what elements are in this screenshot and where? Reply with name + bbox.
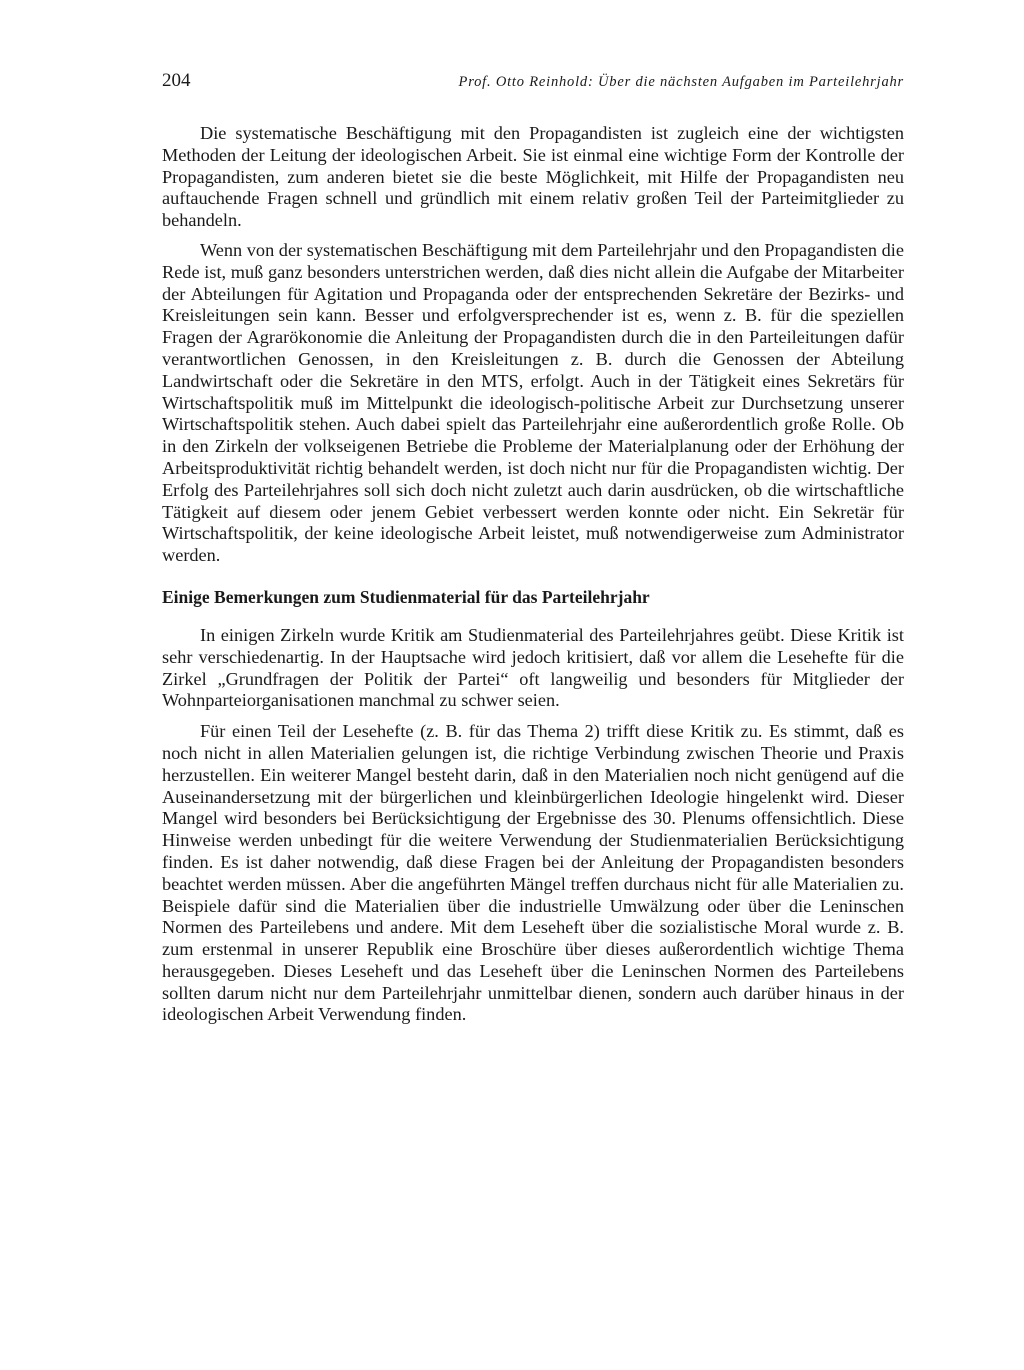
- page-header: [162, 70, 904, 104]
- section-heading: Einige Bemerkungen zum Studienmaterial für das Parteilehrjahr: [162, 586, 650, 607]
- section-paragraph-2: Für einen Teil der Lesehefte (z. B. für das Thema 2) trifft diese Kritik zu. Es stimmt, daß es noch nicht in allen Materialien gelungen ist, die richtige Verbindung zwischen Theorie und Praxis herzustellen. Ein weiterer Mangel besteht darin, daß in den Materialien noch nicht genügend auf die Auseinandersetzung mit der bürgerlichen und kleinbürgerlichen Ideologie hingelenkt wird. Dieser Mangel wird besonders bei Berücksichtigung der Ergebnisse des 30. Plenums offensichtlich. Diese Hinweise werden unbedingt für die weitere Verwendung der Studienmaterialien Berücksichtigung finden. Es ist daher notwendig, daß diese Fragen bei der Anleitung der Propagandisten besonders beachtet werden müssen. Aber die angeführten Mängel treffen durchaus nicht für alle Materialien zu. Beispiele dafür sind die Materialien über die industrielle Umwälzung oder über die Leninschen Normen des Parteilebens und andere. Mit dem Leseheft über die sozialistische Moral wurde z. B. zum erstenmal in unserer Republik eine Broschüre über dieses außerordentlich wichtige Thema herausgegeben. Dieses Leseheft und das Leseheft über die Leninschen Normen des Parteilebens sollten darum nicht nur dem Parteilehrjahr unmittelbar dienen, sondern auch darüber hinaus in der ideologischen Arbeit Verwendung finden.: [162, 721, 904, 1025]
- paragraph-2: Wenn von der systematischen Beschäftigung mit dem Parteilehrjahr und den Propagandisten die Rede ist, muß ganz besonders unterstrichen werden, daß dies nicht allein die Aufgabe der Mitarbeiter der Abteilungen für Agitation und Propaganda oder der entsprechenden Sekretäre der Bezirks- und Kreisleitungen sein kann. Besser und erfolgversprechender ist es, wenn z. B. für die speziellen Fragen der Agrarökonomie die Anleitung der Propagandisten durch die in den Parteileitungen dafür verantwortlichen Genossen, in den Kreisleitungen z. B. durch die Genossen der Abteilung Landwirtschaft oder die Sekretäre in den MTS, erfolgt. Auch in der Tätigkeit eines Sekretärs für Wirtschaftspolitik muß im Mittelpunkt die ideologisch-politische Arbeit zur Durchsetzung unserer Wirtschaftspolitik stehen. Auch dabei spielt das Parteilehrjahr eine außerordentlich große Rolle. Ob in den Zirkeln der volkseigenen Betriebe die Probleme der Materialplanung oder der Erhöhung der Arbeitsproduktivität richtig behandelt werden, ist doch nicht nur für die Propagandisten wichtig. Der Erfolg des Parteilehrjahres soll sich doch nicht zuletzt auch darin ausdrücken, ob die wirtschaftliche Tätigkeit auf diesem oder jenem Gebiet verbessert werden konnte oder nicht. Ein Sekretär für Wirtschaftspolitik, der keine ideologische Arbeit leistet, muß notwendigerweise zum Administrator werden.: [162, 239, 904, 566]
- document-page: [162, 70, 904, 1026]
- page-number: 204: [162, 70, 191, 91]
- section-paragraph-1: In einigen Zirkeln wurde Kritik am Studienmaterial des Parteilehrjahres geübt. Diese Kritik ist sehr verschiedenartig. In der Hauptsache wird jedoch kritisiert, daß vor allem die Lesehefte für die Zirkel „Grundfragen der Politik der Partei“ oft langweilig und besonders für Mitglieder der Wohnparteiorganisationen manchmal zu schwer seien.: [162, 624, 904, 711]
- paragraph-1: Die systematische Beschäftigung mit den Propagandisten ist zugleich eine der wichtigsten Methoden der Leitung der ideologischen Arbeit. Sie ist einmal eine wichtige Form der Kontrolle der Propagandisten, zum anderen bietet sie die beste Möglichkeit, mit Hilfe der Propagandisten neu auftauchende Fragen schnell und gründlich mit einem relativ großen Teil der Parteimitglieder zu behandeln.: [162, 123, 904, 231]
- running-title: Prof. Otto Reinhold: Über die nächsten Aufgaben im Parteilehrjahr: [458, 74, 904, 90]
